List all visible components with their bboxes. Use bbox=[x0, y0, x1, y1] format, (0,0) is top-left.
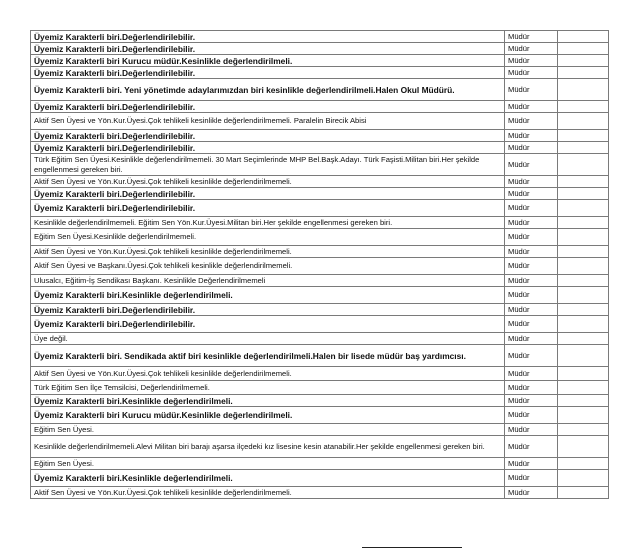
table-row bbox=[31, 287, 609, 304]
row-empty-cell bbox=[558, 367, 609, 381]
row-empty-cell bbox=[558, 458, 609, 470]
row-description: Üyemiz Karakterli biri.Değerlendirilebilir. bbox=[31, 130, 505, 142]
table-row bbox=[31, 258, 609, 275]
table-row bbox=[31, 407, 609, 424]
row-empty-cell bbox=[558, 304, 609, 316]
row-description: Türk Eğitim Sen Üyesi.Kesinlikle değerlendirilmemeli. 30 Mart Seçimlerinde MHP Bel.Başk.Adayı. Türk Faşisti.Militan biri.Her şekilde engellenmesi gereken biri. bbox=[31, 154, 505, 176]
row-empty-cell bbox=[558, 287, 609, 304]
row-empty-cell bbox=[558, 229, 609, 246]
row-empty-cell bbox=[558, 113, 609, 130]
row-role: Müdür bbox=[505, 31, 558, 43]
row-description: Üyemiz Karakterli biri.Kesinlikle değerlendirilmeli. bbox=[31, 395, 505, 407]
row-description: Üyemiz Karakterli biri.Kesinlikle değerlendirilmeli. bbox=[31, 470, 505, 487]
row-empty-cell bbox=[558, 200, 609, 217]
row-description: Kesinlikle değerlendirilmemeli.Alevi Militan biri barajı aşarsa ilçedeki kız lisesine kesin atanabilir.Her şekilde engellenmesi gereken biri. bbox=[31, 436, 505, 458]
row-role: Müdür bbox=[505, 101, 558, 113]
row-role: Müdür bbox=[505, 142, 558, 154]
row-role: Müdür bbox=[505, 287, 558, 304]
row-role: Müdür bbox=[505, 67, 558, 79]
table-row bbox=[31, 458, 609, 470]
row-description: Üye değil. bbox=[31, 333, 505, 345]
row-description: Üyemiz Karakterli biri.Değerlendirilebilir. bbox=[31, 304, 505, 316]
row-description: Üyemiz Karakterli biri. Yeni yönetimde adaylarımızdan biri kesinlikle değerlendirilmeli.Halen Okul Müdürü. bbox=[31, 79, 505, 101]
row-empty-cell bbox=[558, 176, 609, 188]
row-description: Türk Eğitim Sen İlçe Temsilcisi, Değerlendirilmemeli. bbox=[31, 381, 505, 395]
row-empty-cell bbox=[558, 154, 609, 176]
row-empty-cell bbox=[558, 142, 609, 154]
row-empty-cell bbox=[558, 436, 609, 458]
row-description: Üyemiz Karakterli biri.Değerlendirilebilir. bbox=[31, 43, 505, 55]
row-empty-cell bbox=[558, 55, 609, 67]
row-role: Müdür bbox=[505, 176, 558, 188]
footer-divider bbox=[362, 547, 462, 548]
row-empty-cell bbox=[558, 67, 609, 79]
row-empty-cell bbox=[558, 188, 609, 200]
table-row bbox=[31, 487, 609, 499]
row-empty-cell bbox=[558, 395, 609, 407]
row-description: Üyemiz Karakterli biri.Değerlendirilebilir. bbox=[31, 188, 505, 200]
row-role: Müdür bbox=[505, 345, 558, 367]
row-empty-cell bbox=[558, 246, 609, 258]
row-empty-cell bbox=[558, 381, 609, 395]
table-row bbox=[31, 67, 609, 79]
row-description: Üyemiz Karakterli biri.Değerlendirilebilir. bbox=[31, 200, 505, 217]
table-row bbox=[31, 130, 609, 142]
row-description: Aktif Sen Üyesi ve Başkanı.Üyesi.Çok tehlikeli kesinlikle değerlendirilmemeli. bbox=[31, 258, 505, 275]
table-row bbox=[31, 367, 609, 381]
row-empty-cell bbox=[558, 217, 609, 229]
table-row bbox=[31, 43, 609, 55]
table-row bbox=[31, 381, 609, 395]
row-role: Müdür bbox=[505, 79, 558, 101]
table-row bbox=[31, 345, 609, 367]
row-description: Aktif Sen Üyesi ve Yön.Kur.Üyesi.Çok tehlikeli kesinlikle değerlendirilmemeli. bbox=[31, 367, 505, 381]
row-description: Ulusalcı, Eğitim-İş Sendikası Başkanı. Kesinlikle Değerlendirilmemeli bbox=[31, 275, 505, 287]
table-row bbox=[31, 275, 609, 287]
row-empty-cell bbox=[558, 470, 609, 487]
row-description: Aktif Sen Üyesi ve Yön.Kur.Üyesi.Çok tehlikeli kesinlikle değerlendirilmemeli. bbox=[31, 487, 505, 499]
row-description: Kesinlikle değerlendirilmemeli. Eğitim Sen Yön.Kur.Üyesi.Militan biri.Her şekilde engellenmesi gereken biri. bbox=[31, 217, 505, 229]
row-description: Üyemiz Karakterli biri.Değerlendirilebilir. bbox=[31, 31, 505, 43]
table-body bbox=[31, 31, 609, 499]
row-role: Müdür bbox=[505, 229, 558, 246]
row-empty-cell bbox=[558, 101, 609, 113]
row-role: Müdür bbox=[505, 458, 558, 470]
row-role: Müdür bbox=[505, 424, 558, 436]
row-role: Müdür bbox=[505, 217, 558, 229]
table-row bbox=[31, 304, 609, 316]
table-row bbox=[31, 229, 609, 246]
row-description: Üyemiz Karakterli biri.Değerlendirilebilir. bbox=[31, 316, 505, 333]
table-row bbox=[31, 176, 609, 188]
row-empty-cell bbox=[558, 424, 609, 436]
row-empty-cell bbox=[558, 79, 609, 101]
row-description: Aktif Sen Üyesi ve Yön.Kur.Üyesi.Çok tehlikeli kesinlikle değerlendirilmemeli. bbox=[31, 246, 505, 258]
row-empty-cell bbox=[558, 316, 609, 333]
table-row bbox=[31, 333, 609, 345]
table-row bbox=[31, 436, 609, 458]
row-empty-cell bbox=[558, 345, 609, 367]
row-description: Üyemiz Karakterli biri. Sendikada aktif biri kesinlikle değerlendirilmeli.Halen bir lisede müdür baş yardımcısı. bbox=[31, 345, 505, 367]
row-role: Müdür bbox=[505, 200, 558, 217]
row-role: Müdür bbox=[505, 43, 558, 55]
row-role: Müdür bbox=[505, 436, 558, 458]
row-role: Müdür bbox=[505, 395, 558, 407]
row-role: Müdür bbox=[505, 113, 558, 130]
table-row bbox=[31, 217, 609, 229]
row-empty-cell bbox=[558, 258, 609, 275]
row-empty-cell bbox=[558, 333, 609, 345]
row-role: Müdür bbox=[505, 188, 558, 200]
row-role: Müdür bbox=[505, 381, 558, 395]
table-row bbox=[31, 113, 609, 130]
row-description: Eğitim Sen Üyesi. bbox=[31, 424, 505, 436]
row-description: Üyemiz Karakterli biri Kurucu müdür.Kesinlikle değerlendirilmeli. bbox=[31, 55, 505, 67]
row-role: Müdür bbox=[505, 407, 558, 424]
row-empty-cell bbox=[558, 275, 609, 287]
table-row bbox=[31, 154, 609, 176]
table-row bbox=[31, 31, 609, 43]
table-row bbox=[31, 470, 609, 487]
table-row bbox=[31, 200, 609, 217]
row-empty-cell bbox=[558, 487, 609, 499]
row-role: Müdür bbox=[505, 246, 558, 258]
row-role: Müdür bbox=[505, 367, 558, 381]
row-description: Üyemiz Karakterli biri.Değerlendirilebilir. bbox=[31, 142, 505, 154]
table-row bbox=[31, 188, 609, 200]
row-role: Müdür bbox=[505, 304, 558, 316]
row-description: Üyemiz Karakterli biri.Değerlendirilebilir. bbox=[31, 67, 505, 79]
table-row bbox=[31, 395, 609, 407]
row-description: Eğitim Sen Üyesi.Kesinlikle değerlendirilmemeli. bbox=[31, 229, 505, 246]
row-description: Üyemiz Karakterli biri Kurucu müdür.Kesinlikle değerlendirilmeli. bbox=[31, 407, 505, 424]
table-row bbox=[31, 142, 609, 154]
row-empty-cell bbox=[558, 31, 609, 43]
row-description: Eğitim Sen Üyesi. bbox=[31, 458, 505, 470]
table-row bbox=[31, 55, 609, 67]
row-description: Üyemiz Karakterli biri.Kesinlikle değerlendirilmeli. bbox=[31, 287, 505, 304]
table-row bbox=[31, 246, 609, 258]
row-description: Üyemiz Karakterli biri.Değerlendirilebilir. bbox=[31, 101, 505, 113]
table-row bbox=[31, 316, 609, 333]
row-role: Müdür bbox=[505, 55, 558, 67]
row-description: Aktif Sen Üyesi ve Yön.Kur.Üyesi.Çok tehlikeli kesinlikle değerlendirilmemeli. bbox=[31, 176, 505, 188]
row-role: Müdür bbox=[505, 130, 558, 142]
row-role: Müdür bbox=[505, 316, 558, 333]
row-empty-cell bbox=[558, 43, 609, 55]
row-role: Müdür bbox=[505, 487, 558, 499]
table-row bbox=[31, 424, 609, 436]
row-empty-cell bbox=[558, 130, 609, 142]
table-row bbox=[31, 79, 609, 101]
row-empty-cell bbox=[558, 407, 609, 424]
row-description: Aktif Sen Üyesi ve Yön.Kur.Üyesi.Çok tehlikeli kesinlikle değerlendirilmemeli. Paralelin Birecik Abisi bbox=[31, 113, 505, 130]
row-role: Müdür bbox=[505, 258, 558, 275]
row-role: Müdür bbox=[505, 154, 558, 176]
row-role: Müdür bbox=[505, 333, 558, 345]
evaluation-table bbox=[30, 30, 609, 499]
row-role: Müdür bbox=[505, 275, 558, 287]
table-row bbox=[31, 101, 609, 113]
row-role: Müdür bbox=[505, 470, 558, 487]
